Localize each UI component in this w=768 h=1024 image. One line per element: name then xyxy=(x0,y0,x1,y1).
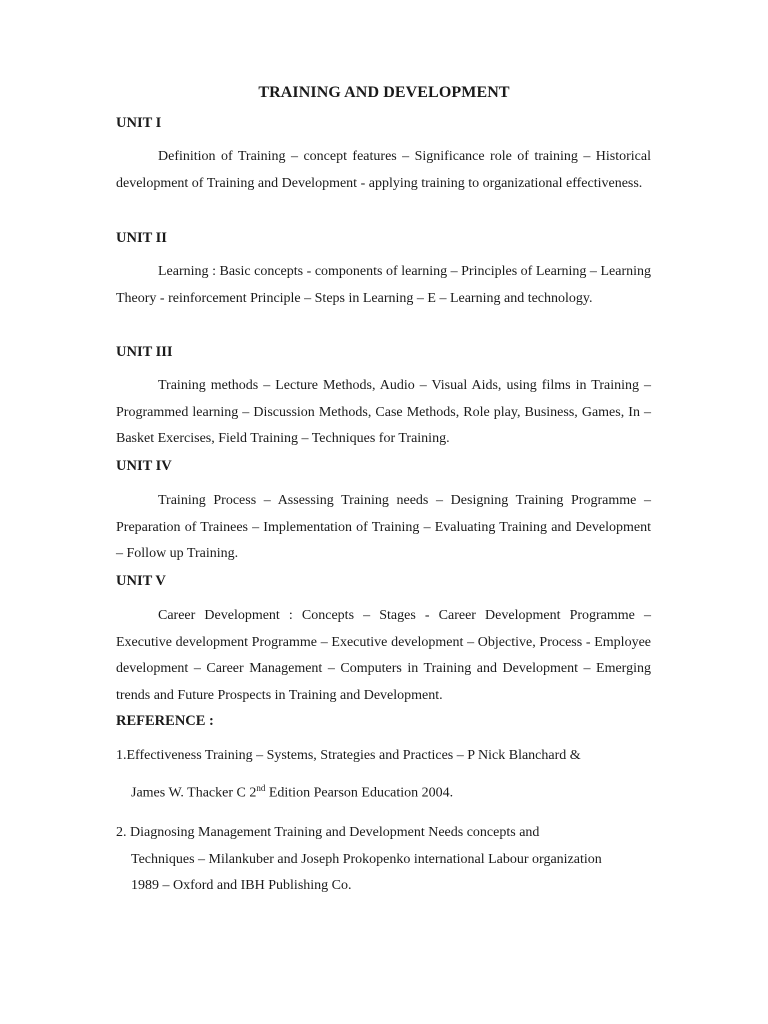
reference-1 xyxy=(116,748,656,764)
reference-1-author: James W. Thacker C 2 xyxy=(131,785,257,801)
unit-5-text: Career Development : Concepts – Stages - Career Development Programme – Executive development Programme – Executive development – Objective, Process - Employee development – Career Management – Computers in Training and Development – Emerging trends and Future Prospects in Training and Development. xyxy=(116,608,651,703)
reference-heading: REFERENCE : xyxy=(116,713,214,729)
reference-1-continued xyxy=(116,783,656,802)
unit-4-heading: UNIT IV xyxy=(116,458,172,474)
unit-3-text: Training methods – Lecture Methods, Audio – Visual Aids, using films in Training – Programmed learning – Discussion Methods, Case Methods, Role play, Business, Games, In – Basket Exercises, Field Training – Techniques for Training. xyxy=(116,378,651,446)
unit-2-heading: UNIT II xyxy=(116,230,167,246)
unit-5-heading: UNIT V xyxy=(116,573,166,589)
unit-1-text: Definition of Training – concept features – Significance role of training – Historical development of Training and Development - applying training to organizational effectiveness. xyxy=(116,149,651,191)
unit-1-heading: UNIT I xyxy=(116,115,162,131)
reference-2 xyxy=(116,820,656,900)
edition-superscript: nd xyxy=(256,783,266,793)
unit-3-heading: UNIT III xyxy=(116,344,173,360)
reference-1-line-1: 1.Effectiveness Training – Systems, Strategies and Practices – P Nick Blanchard & xyxy=(116,748,581,763)
reference-2-line-3: 1989 – Oxford and IBH Publishing Co. xyxy=(131,878,352,893)
reference-1-publisher: Edition Pearson Education 2004. xyxy=(265,785,454,801)
document-title: TRAINING AND DEVELOPMENT xyxy=(258,84,510,101)
reference-2-line-2: Techniques – Milankuber and Joseph Prokopenko international Labour organization xyxy=(131,851,602,867)
unit-4-text: Training Process – Assessing Training needs – Designing Training Programme – Preparation of Trainees – Implementation of Training – Evaluating Training and Development – Follow up Training. xyxy=(116,493,651,561)
reference-2-line-1: 2. Diagnosing Management Training and Development Needs concepts and xyxy=(116,825,540,840)
reference-1-line-2 xyxy=(116,783,656,802)
unit-2-text: Learning : Basic concepts - components of learning – Principles of Learning – Learning Theory - reinforcement Principle – Steps in Learning – E – Learning and technology. xyxy=(116,264,651,306)
